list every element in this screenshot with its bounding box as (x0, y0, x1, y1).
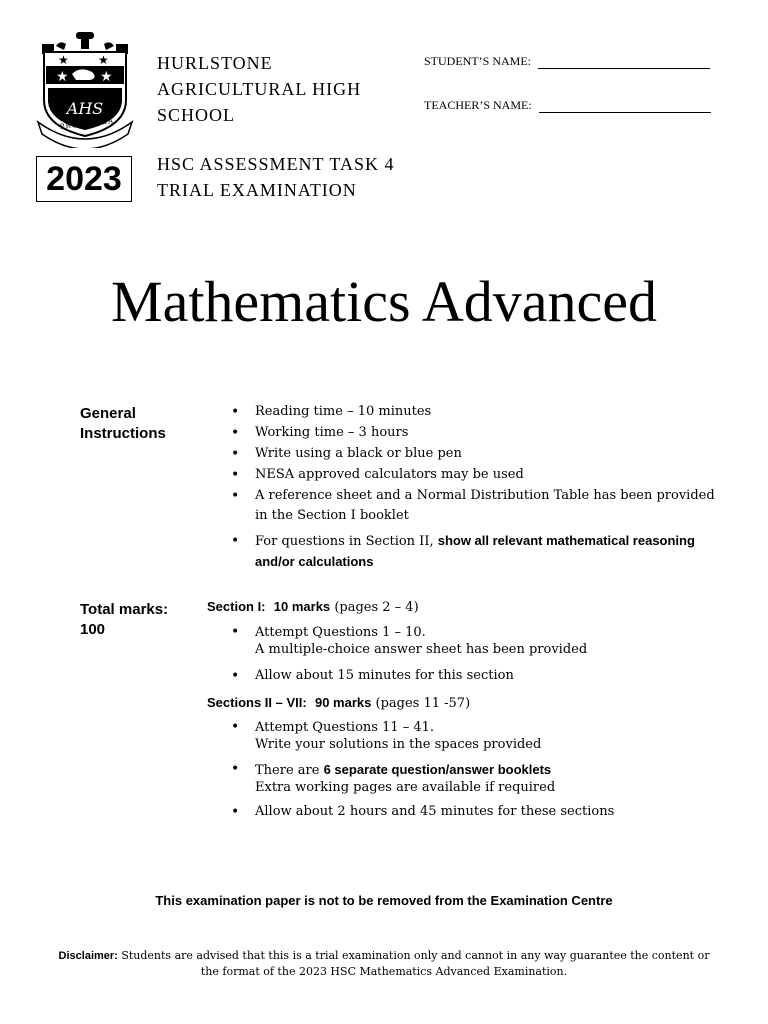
section-2-pages: (pages 11 -57) (375, 696, 471, 711)
section-2-list (231, 719, 731, 822)
school-name-line: SCHOOL (157, 105, 236, 125)
exam-centre-notice: This examination paper is not to be removed from the Examination Centre (155, 893, 613, 908)
item-line: Write your solutions in the spaces provided (255, 737, 542, 752)
svg-text:AHS: AHS (66, 99, 104, 118)
section-1-list (231, 624, 731, 686)
svg-text:★: ★ (100, 69, 113, 85)
item-line: Extra working pages are available if required (255, 780, 556, 795)
instruction-item: • A reference sheet and a Normal Distribution Table has been provided in the Section I booklet (231, 486, 731, 526)
total-marks-title: Total marks: (80, 601, 169, 618)
section-1-pages: (pages 2 – 4) (334, 600, 419, 615)
item-text: There are (255, 763, 324, 778)
task-line: TRIAL EXAMINATION (157, 180, 357, 200)
instruction-item: • NESA approved calculators may be used (231, 465, 731, 485)
section-2-name: Sections II – VII: (207, 695, 307, 710)
label-line: General (80, 405, 136, 422)
instruction-item: • Reading time – 10 minutes (231, 402, 731, 422)
instruction-item (231, 531, 731, 573)
student-name-label: STUDENT’S NAME: (424, 54, 531, 68)
student-name-line[interactable] (538, 56, 710, 69)
teacher-name-line[interactable] (539, 100, 711, 113)
item-line: • Attempt Questions 1 – 10. (255, 625, 426, 640)
total-marks-value: 100 (80, 621, 106, 638)
school-name-line: AGRICULTURAL HIGH (157, 79, 362, 99)
item-line: A multiple-choice answer sheet has been provided (255, 642, 588, 657)
label-line: Instructions (80, 425, 166, 442)
disclaimer (50, 948, 718, 979)
section-1-name: Section I: (207, 599, 266, 614)
section-1-marks: 10 marks (273, 599, 331, 614)
section-1-item (231, 624, 731, 658)
general-instructions-list (231, 402, 731, 573)
year-box: 2023 (36, 156, 132, 202)
section-2-heading (207, 695, 470, 711)
section-2-item (231, 719, 731, 753)
instruction-bold-text: show all relevant mathematical reasoning and/or calculations (255, 533, 695, 569)
teacher-name-field[interactable] (424, 98, 711, 113)
general-instructions-label (80, 404, 166, 444)
disclaimer-text: Students are advised that this is a trial examination only and cannot in any way guarantee the content or the format of the 2023 HSC Mathematics Advanced Examination. (117, 949, 710, 978)
exam-title: Mathematics Advanced (111, 269, 657, 334)
crest-motto: PRO PATRIA (59, 117, 115, 131)
svg-text:★: ★ (58, 53, 69, 67)
section-1-heading (207, 599, 419, 615)
assessment-task (157, 151, 394, 203)
instruction-item: • Working time – 3 hours (231, 423, 731, 443)
school-name-line: HURLSTONE (157, 53, 273, 73)
total-marks-label (80, 600, 168, 640)
instruction-item: • Write using a black or blue pen (231, 444, 731, 464)
item-line: • Attempt Questions 11 – 41. (255, 720, 435, 735)
item-bold-text: 6 separate question/answer booklets (323, 762, 552, 777)
svg-text:★: ★ (98, 53, 109, 67)
instruction-text: For questions in Section II, (255, 534, 438, 549)
section-2-marks: 90 marks (314, 695, 372, 710)
section-1-item: • Allow about 15 minutes for this section (231, 666, 731, 686)
section-2-item (231, 761, 731, 796)
section-2-item: • Allow about 2 hours and 45 minutes for these sections (231, 802, 731, 822)
school-name (157, 50, 361, 128)
disclaimer-label: Disclaimer: (58, 950, 118, 962)
student-name-field[interactable] (424, 54, 710, 69)
task-line: HSC ASSESSMENT TASK 4 (157, 154, 395, 174)
teacher-name-label: TEACHER’S NAME: (424, 98, 532, 112)
svg-text:★: ★ (56, 69, 69, 85)
school-crest-logo (36, 30, 134, 148)
